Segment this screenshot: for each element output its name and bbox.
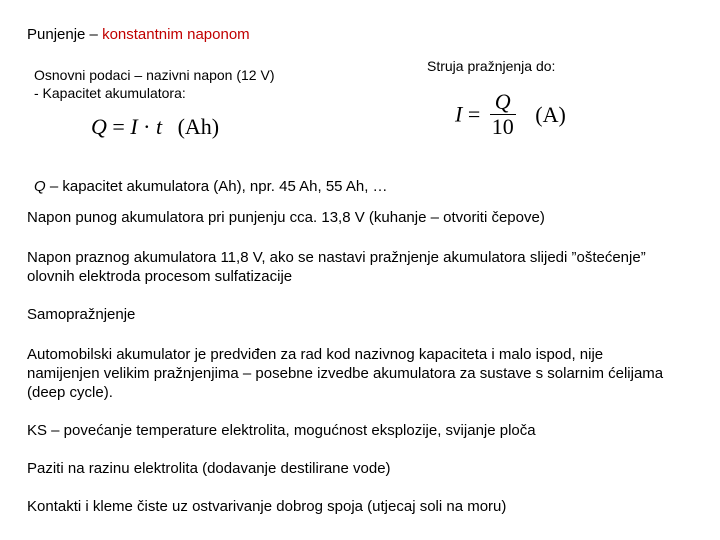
basics-line-voltage: Osnovni podaci – nazivni napon (12 V) [34,67,275,83]
formula-unit-ah: (Ah) [177,114,220,139]
capacity-formula [91,113,219,141]
formula-t-symbol: t [155,114,163,139]
empty-voltage-paragraph: Napon praznog akumulatora 11,8 V, ako se nastavi pražnjenje akumulatora slijedi ”oštećenje” olovnih elektroda procesom sulfatizacije [27,249,646,285]
formula-unit-a: (A) [535,101,566,127]
formula-dot: · [143,114,151,139]
formula-fraction [490,90,516,139]
capacity-note-text: – kapacitet akumulatora (Ah), npr. 45 Ah, 55 Ah, … [45,178,388,195]
capacity-note [34,177,388,196]
page-title [27,25,250,44]
formula-current-i: I [455,101,463,127]
formula-equals: = [112,114,125,139]
self-discharge-heading: Samopražnjenje [27,306,136,323]
automotive-paragraph: Automobilski akumulator je predviđen za rad kod nazivnog kapaciteta i malo ispod, nije namijenjen velikim pražnjenjima – posebne izvedbe akumulatora za sustave s solarnim ćelijama (deep cycle). [27,346,664,401]
title-prefix: Punjenje – [27,26,103,43]
fraction-denominator: 10 [491,114,514,139]
current-formula [455,90,566,139]
contacts-paragraph: Kontakti i kleme čiste uz ostvarivanje dobrog spoja (utjecaj soli na moru) [27,498,507,515]
title-highlight: konstantnim naponom [102,26,250,43]
electrolyte-paragraph: Paziti na razinu elektrolita (dodavanje destilirane vode) [27,460,391,477]
formula-current-equals: = [467,101,481,127]
short-circuit-paragraph: KS – povećanje temperature elektrolita, mogućnost eksplozije, svijanje ploča [27,422,536,439]
basics-line-capacity: - Kapacitet akumulatora: [34,85,186,101]
capacity-note-symbol: Q [34,178,46,195]
fraction-numerator: Q [494,89,511,114]
formula-q-symbol: Q [91,114,107,139]
discharge-current-label: Struja pražnjenja do: [427,58,556,74]
full-voltage-paragraph: Napon punog akumulatora pri punjenju cca. 13,8 V (kuhanje – otvoriti čepove) [27,209,545,226]
formula-i-symbol: I [130,114,138,139]
